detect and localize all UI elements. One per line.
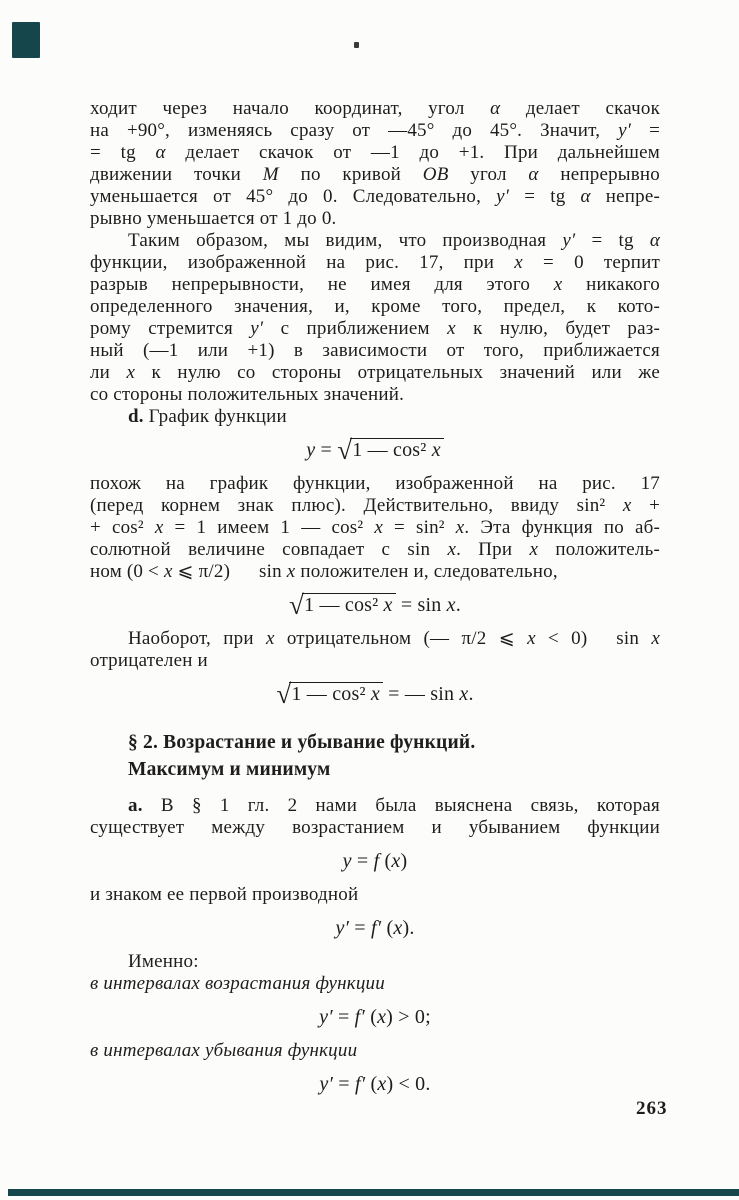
text-line: отрицателен и: [90, 650, 208, 671]
text-line: солютной величине совпадает с sin x. При x положитель-: [90, 539, 660, 560]
page-number: 263: [636, 1098, 668, 1119]
text-line: ходит через начало координат, угол α делает скачок: [90, 98, 661, 119]
text-line: Таким образом, мы видим, что производная y′ = tg α: [128, 230, 660, 251]
formula-body: y′ = f′ (x).: [335, 917, 415, 939]
text-line: рывно уменьшается от 1 до 0.: [90, 208, 337, 229]
formula-derivative-negative: [90, 1071, 660, 1097]
paragraph-derivative-discontinuity: [90, 230, 660, 406]
text-line: в интервалах возрастания функции: [90, 973, 385, 994]
formula-y-equals-fx: [90, 848, 660, 874]
formula-body: y = f (x): [342, 850, 408, 872]
page-text-block: [90, 98, 660, 1107]
text-line: d. График функции: [128, 406, 287, 427]
formula-sqrt-equals-sin: [90, 592, 660, 618]
text-line: на +90°, изменяясь сразу от —45° до 45°. Значит, y′ =: [90, 120, 660, 141]
text-line: движении точки M по кривой OB угол α непрерывно: [90, 164, 660, 185]
paragraph-sign-of-derivative: [90, 884, 660, 906]
formula-radicand: 1 — cos² x: [350, 438, 444, 461]
text-line: Наоборот, при x отрицательном (— π/2 ⩽ x < 0) sin x: [128, 628, 660, 649]
formula-derivative-positive: [90, 1004, 660, 1030]
radical-icon: √: [337, 435, 353, 465]
formula-body: y′ = f′ (x) < 0.: [319, 1073, 431, 1095]
formula-lead: y =: [306, 439, 338, 461]
text-line: функции, изображенной на рис. 17, при x = 0 терпит: [90, 252, 660, 273]
text-line: похож на график функции, изображенной на рис. 17: [90, 473, 660, 494]
paragraph-namely: [90, 951, 660, 973]
paragraph-decreasing-intervals: [90, 1040, 660, 1062]
paragraph-increasing-intervals: [90, 973, 660, 995]
scan-artifact-speck: [354, 42, 359, 48]
radical-icon: √: [276, 679, 292, 709]
heading-line: Максимум и минимум: [128, 759, 331, 780]
text-line: разрыв непрерывности, не имея для этого x никакого: [90, 274, 660, 295]
paragraph-item-d-graph: [90, 406, 660, 428]
text-line: уменьшается от 45° до 0. Следовательно, y′ = tg α непре-: [90, 186, 661, 207]
formula-body: y′ = f′ (x) > 0;: [319, 1006, 431, 1028]
heading-section-2: [90, 729, 660, 783]
formula-tail: = sin x.: [395, 594, 461, 616]
text-line: (перед корнем знак плюс). Действительно, ввиду sin² x +: [90, 495, 660, 516]
formula-y-equals-sqrt: [90, 437, 660, 463]
text-line: и знаком ее первой производной: [90, 884, 359, 905]
formula-yprime-equals-fprime: [90, 915, 660, 941]
text-line: со стороны положительных значений.: [90, 384, 405, 405]
text-line: Именно:: [128, 951, 199, 972]
paragraph-negative-x: [90, 628, 660, 672]
text-line: + cos² x = 1 имеем 1 — cos² x = sin² x. Эта функция по аб-: [90, 517, 660, 538]
text-line: ном (0 < x ⩽ π/2) sin x положителен и, следовательно,: [90, 561, 558, 582]
text-line: = tg α делает скачок от —1 до +1. При дальнейшем: [90, 142, 660, 163]
scan-artifact-bottom-strip: [8, 1189, 739, 1196]
text-line: ли x к нулю со стороны отрицательных значений или же: [90, 362, 660, 383]
text-line: в интервалах убывания функции: [90, 1040, 358, 1061]
text-line: a. В § 1 гл. 2 нами была выяснена связь, которая: [128, 795, 660, 816]
text-line: существует между возрастанием и убыванием функции: [90, 817, 660, 838]
paragraph-item-a-relation: [90, 795, 660, 839]
formula-radicand: 1 — cos² x: [289, 682, 383, 705]
scan-artifact-top-left: [12, 22, 40, 58]
text-line: рому стремится y′ с приближением x к нулю, будет раз-: [90, 318, 660, 339]
text-line: ный (—1 или +1) в зависимости от того, приближается: [90, 340, 660, 361]
paragraph-similar-graph: [90, 473, 660, 583]
paragraph-tangent-jump: [90, 98, 660, 230]
formula-sqrt-equals-minus-sin: [90, 681, 660, 707]
text-line: определенного значения, и, кроме того, предел, к кото-: [90, 296, 660, 317]
formula-radicand: 1 — cos² x: [302, 593, 396, 616]
heading-line: § 2. Возрастание и убывание функций.: [128, 732, 476, 753]
formula-tail: = — sin x.: [382, 683, 474, 705]
radical-icon: √: [289, 590, 305, 620]
